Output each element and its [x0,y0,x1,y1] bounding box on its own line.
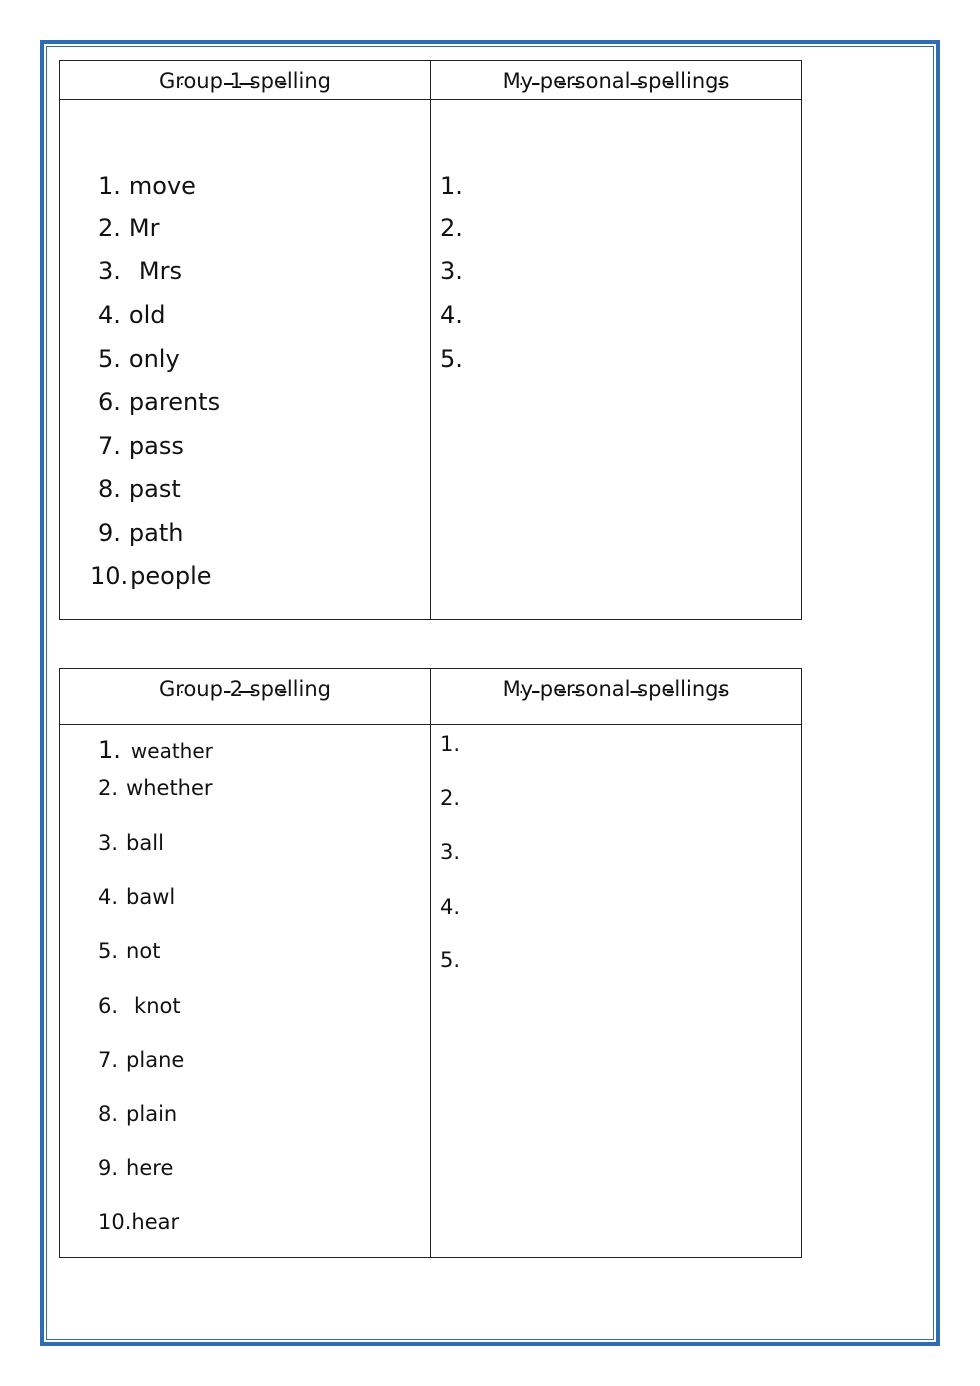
item-word: Mrs [138,257,182,285]
list-item [98,1104,177,1125]
list-item [98,347,180,371]
item-word: knot [134,994,181,1018]
group-1-spelling-header [60,61,430,100]
list-item [98,1158,173,1179]
item-number: 7. [98,1048,119,1072]
list-item [98,887,175,908]
item-number: 6. [98,388,121,416]
list-item [98,521,183,545]
group-1-spelling-column [60,61,431,619]
item-word: plane [126,1048,185,1072]
item-number: 5. [98,345,121,373]
item-number: 5. [98,939,119,963]
personal-list-item: 2. [440,786,461,810]
personal-list-item: 3. [440,257,463,285]
item-number: 6. [98,994,119,1018]
group-2-personal-column [431,669,801,1257]
item-word: pass [128,432,184,460]
item-word: not [126,939,161,963]
list-item [98,216,159,240]
item-word: people [130,562,212,590]
list-item [90,564,212,588]
list-item [98,1212,179,1233]
item-number: 9. [98,1156,119,1180]
item-word: parents [128,388,221,416]
item-number: 7. [98,432,121,460]
group-2-spelling-header [60,669,430,725]
list-item [98,833,164,854]
group-2-spelling-header-text: Group 2 spelling [159,677,331,701]
list-item [98,390,220,414]
item-word: whether [126,776,213,800]
list-item [98,738,213,762]
item-number: 10. [90,562,129,590]
item-number: 3. [98,257,121,285]
item-word: weather [130,739,213,763]
item-number: 8. [98,1102,119,1126]
item-word: old [128,301,166,329]
personal-list-item: 1. [440,172,463,200]
list-item [98,477,181,501]
item-number: 2. [98,214,121,242]
item-number: 8. [98,475,121,503]
item-word: plain [126,1102,178,1126]
group-2-personal-header [431,669,801,725]
list-item [98,174,196,198]
item-number: 3. [98,831,119,855]
item-word: past [128,475,181,503]
list-item [98,434,184,458]
personal-list-item: 4. [440,301,463,329]
personal-list-item: 1. [440,732,461,756]
item-number: 1. [98,736,121,764]
item-number: 10. [98,1210,132,1234]
group-1-personal-header-text: My personal spellings [502,69,730,93]
list-item [98,1050,184,1071]
list-item [98,996,181,1017]
group-1-personal-column [431,61,801,619]
group-1-spelling-table [59,60,802,620]
item-number: 4. [98,885,119,909]
item-number: 2. [98,776,119,800]
list-item [98,259,182,283]
group-2-spelling-table [59,668,802,1258]
item-word: Mr [128,214,160,242]
group-1-personal-header [431,61,801,100]
personal-list-item: 2. [440,214,463,242]
item-word: ball [126,831,164,855]
item-number: 4. [98,301,121,329]
list-item [98,778,213,799]
item-word: path [128,519,184,547]
list-item [98,941,160,962]
item-word: bawl [126,885,176,909]
item-word: only [128,345,180,373]
personal-list-item: 3. [440,840,461,864]
group-2-personal-header-text: My personal spellings [502,677,730,701]
list-item [98,303,166,327]
group-1-spelling-header-text: Group 1 spelling [159,69,331,93]
personal-list-item: 5. [440,948,461,972]
item-word: move [128,172,196,200]
item-word: hear [131,1210,180,1234]
item-number: 1. [98,172,121,200]
group-2-spelling-column [60,669,431,1257]
item-number: 9. [98,519,121,547]
personal-list-item: 4. [440,895,461,919]
item-word: here [126,1156,174,1180]
personal-list-item: 5. [440,345,463,373]
